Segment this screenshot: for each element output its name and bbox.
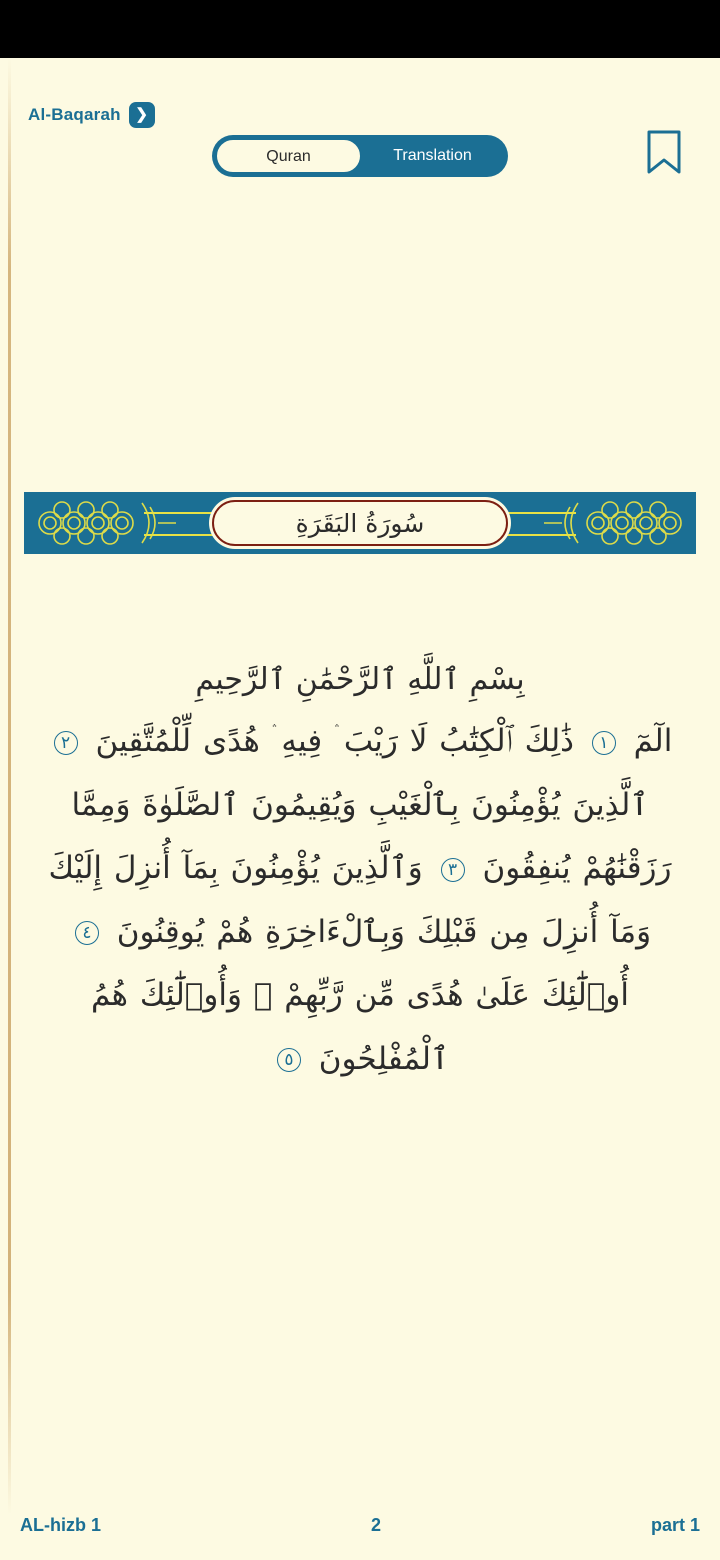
status-bar xyxy=(0,0,720,58)
chevron-right-icon[interactable]: ❯ xyxy=(129,102,155,128)
surah-name-arabic: سُورَةُ البَقَرَةِ xyxy=(295,508,425,538)
view-mode-toggle[interactable] xyxy=(212,135,508,177)
ayah-number[interactable]: ٢ xyxy=(54,731,78,755)
surah-selector[interactable] xyxy=(28,102,155,128)
bismillah-line: بِسْمِ ٱللَّهِ ٱلرَّحْمَٰنِ ٱلرَّحِيمِ xyxy=(195,662,525,697)
top-bar xyxy=(0,58,720,168)
surah-name-cartouche xyxy=(212,500,508,546)
page-binding-edge xyxy=(8,58,11,1560)
ayah-number[interactable]: ٣ xyxy=(441,858,465,882)
part-label: part 1 xyxy=(650,1514,700,1535)
quran-text-block[interactable] xyxy=(28,656,692,1091)
surah-selector-label: Al-Baqarah xyxy=(28,105,121,124)
tab-quran[interactable]: Quran xyxy=(216,139,361,173)
ayah-flow xyxy=(28,710,692,1091)
surah-header-banner xyxy=(24,492,696,554)
tab-translation[interactable]: Translation xyxy=(393,147,472,164)
ornament-left-icon xyxy=(30,497,180,549)
bookmark-icon[interactable] xyxy=(644,128,684,176)
ayah-number[interactable]: ٥ xyxy=(277,1048,301,1072)
page-number: 2 xyxy=(370,1514,381,1535)
ayah-text[interactable]: الٓمٓ xyxy=(633,723,673,759)
ayah-number[interactable]: ٤ xyxy=(75,921,99,945)
ayah-text[interactable]: ٱلَّذِينَ يُؤْمِنُونَ بِٱلْغَيْبِ وَيُقِيمُونَ ٱلصَّلَوٰةَ وَمِمَّا رَزَقْنَٰهُمْ يُنفِقُونَ xyxy=(71,786,672,887)
quran-page xyxy=(0,58,720,1560)
page-footer xyxy=(0,1512,720,1538)
hizb-label: AL-hizb 1 xyxy=(20,1514,101,1535)
ayah-text[interactable]: ذَٰلِكَ ٱلْكِتَٰبُ لَا رَيْبَ ۛ فِيهِ ۛ هُدًى لِّلْمُتَّقِينَ xyxy=(95,723,574,759)
ornament-right-icon xyxy=(540,497,690,549)
ayah-text[interactable]: وَٱلَّذِينَ يُؤْمِنُونَ بِمَآ أُنزِلَ إِلَيْكَ وَمَآ أُنزِلَ مِن قَبْلِكَ وَبِٱلْءَاخِرَةِ هُمْ يُوقِنُونَ xyxy=(48,850,652,950)
ayah-number[interactable]: ١ xyxy=(592,731,616,755)
ayah-text[interactable]: أُو۟لَٰٓئِكَ عَلَىٰ هُدًى مِّن رَّبِّهِمْ ۖ وَأُو۟لَٰٓئِكَ هُمُ ٱلْمُفْلِحُونَ xyxy=(91,977,629,1077)
